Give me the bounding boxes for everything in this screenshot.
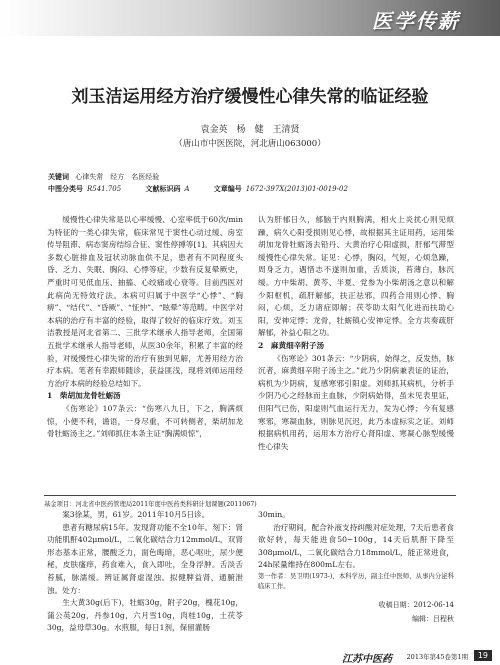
doc-label: 文献标识码 (145, 184, 181, 193)
column-1 (47, 214, 243, 494)
clc-value: R541.705 (87, 185, 122, 193)
classification-line (48, 184, 370, 194)
journal-issue: 2013年第45卷第1期 (406, 653, 468, 661)
journal-name: 江苏中医药 (342, 654, 392, 665)
authors: 袁金英 杨 健 王清贤 (200, 125, 300, 135)
article-title: 刘玉洁运用经方治疗缓慢性心律失常的临证经验 (71, 87, 429, 107)
doc-value: A (184, 185, 190, 193)
paragraph: 缓慢性心律失常是以心率缓慢、心室率低于60次/min为特征的一类心律失常，临床常见于窦性心动过缓、房室传导阻滞、病态窦房结综合征、窦性停搏等[1]。其病因大多数心脏排血及冠状动脉血供不足，患者有不同程度头昏、乏力、失眠、胸闷、心悸等症，少数有反复晕厥史，严重时可见低血压、抽搐、心绞痛或心衰等。目前西医对此病尚无特效疗法。本病可归属于中医学“心悸”、“胸痹”、“结代”、“昏厥”、“怔忡”、“眩晕”等范畴。中医学对本病的治疗有丰富的经验，取得了较好的临床疗效。刘玉洁教授是河北省第二、三批学术继承人指导老师，全国第五批学术继承人指导老师，从医30余年，积累了丰富的经验，对缓慢性心律失常的治疗有独到见解，尤善用经方治疗本病。笔者有幸跟师随诊，获益匪浅，现将刘师运用经方治疗本病的经验总结如下。 (47, 215, 243, 388)
section-title: 医学传薪 (372, 9, 460, 33)
keywords (48, 172, 159, 182)
author-note: 第一作者：吴卫明(1973-)，本科学历，副主任中医师，从事内分泌科临床工作。 (258, 572, 454, 590)
column-4 (258, 509, 454, 629)
paragraph: 《伤寒论》107条云：“伤寒八九日，下之，胸满烦惊，小便不利，谵语，一身尽重，不可转侧者，柴胡加龙骨牡蛎汤主之。”刘师抓住本条主证“胸满烦惊”， (47, 403, 243, 439)
case-intro: 案3徐某，男，61岁。2011年10月5日诊。 (62, 510, 210, 519)
column-3 (47, 509, 243, 641)
clc-label: 中图分类号 (48, 184, 83, 193)
prescription: 生大黄30g(后下)，牡蛎30g，附子20g，槐花10g，蒲公英20g，丹参10g，六月雪10g，肉桂10g，土茯苓30g，益母草30g。水煎服，每日1剂，保留灌肠 (47, 598, 243, 633)
paragraph: 30min。 (258, 510, 290, 519)
keywords-value: 心律失常 经方 名医经验 (75, 173, 160, 181)
received-date: 收稿日期：2012-06-14 (378, 601, 454, 609)
article-no-value: 1672-397X(2013)01-0019-02 (245, 185, 348, 193)
page-number: 19 (474, 650, 492, 661)
section-heading-2: 2 麻黄细辛附子汤 (258, 340, 325, 350)
section-heading-1: 1 柴胡加龙骨牡蛎汤 (47, 391, 121, 401)
paragraph: 患者有糖尿病15年。发现肾功能不全10年。刻下：肾功能肌酐402μmol/L，二氧化碳结合力12mmol/L，双肾形态基本正常，腰酸乏力，面色晦暗，恶心呕吐，尿少便秘，皮肤瘙痒，药食难入，食入即吐，全身浮肿。舌淡舌苔腻，脉濡缓。辨证属肾虚湿浊。拟健脾益肾，通腑泄浊。处方： (47, 522, 243, 595)
affiliation: （唐山市中医医院，河北唐山063000） (174, 139, 326, 149)
paragraph: 《伤寒论》301条云：“少阴病，始得之，反发热，脉沉者，麻黄细辛附子汤主之。”此乃少阴病兼表证的证治，病机为少阴病，复感寒邪引阳虚。刘师抓其病机，分析手少阴乃心之经脉而主血脉，少阴病始得，虽未见表里证，但阳气已伤，阳虚则气血运行无力，发为心悸；今有复感寒邪，寒凝血脉，则脉见沉迟，此乃本虚标实之证。刘师根据病机用药，运用本方治疗心肾阳虚、寒凝心脉型缓慢性心律失 (258, 353, 454, 451)
header-banner (0, 0, 500, 36)
article-no-label: 文章编号 (213, 184, 242, 193)
paragraph: 治疗期间，配合补液支持纠酸对症处理，7天后患者食欲好转，每天能进食50~100g，14天后肌酐下降至308μmol/L，二氧化碳结合力18mmol/L，能正常进食，24h尿量维持在800mL左右。 (258, 522, 454, 570)
keywords-label: 关键词 (48, 172, 69, 181)
editor: 编辑：吕程秋 (412, 615, 454, 623)
paragraph: 认为肝郁日久，郁脑于内则胸满，相火上炎扰心则见烦躁，病久心阳受损则见心悸，故根据其主证用药，运用柴胡加龙骨牡蛎汤去铅丹、大黄治疗心阳虚损，肝郁气滞型缓慢性心律失常。证见：心悸，胸闷，气短，心烦急躁，周身乏力，遇惜志不遂则加重，舌质淡，苔薄白，脉沉缓。方中柴胡、黄芩、半夏、党参为小柴胡汤之意以和解少阳枢机，疏肝解郁，扶正祛邪，四药合用则心悸、胸闷，心烦，乏力诸症即解；茯苓助太阳气化进而扶助心阳，安神定悸；龙骨，牡蛎镇心安神定悸。全方共奏疏肝解郁，补益心阳之功。 (258, 215, 454, 338)
column-2 (258, 214, 454, 494)
page-footer (0, 647, 500, 665)
fund-note: 基金项目：河北省中医药管理局2011年度中医药类科研计划课题(2011067) (44, 495, 456, 508)
